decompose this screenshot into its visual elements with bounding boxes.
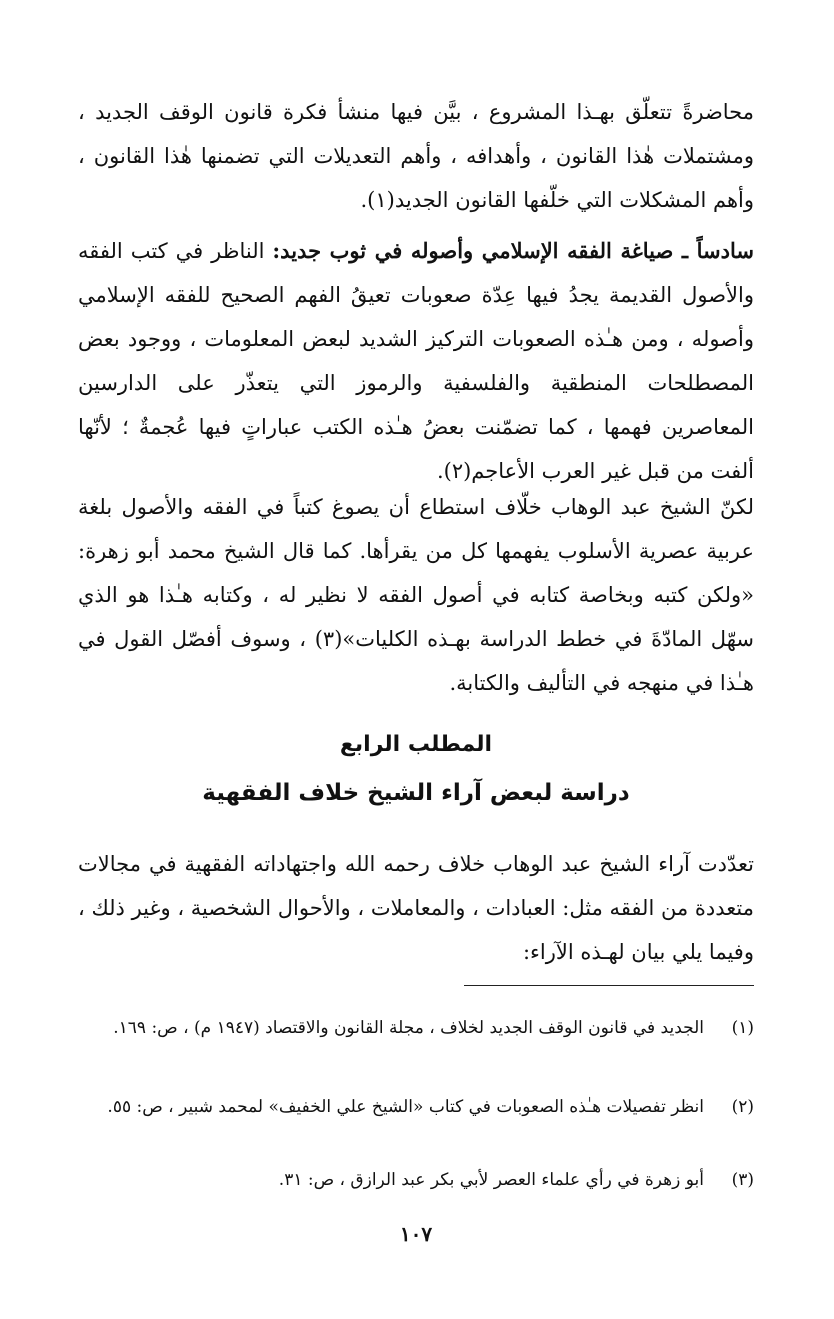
footnote-text: انظر تفصيلات هـٰذه الصعوبات في كتاب «الشيخ علي الخفيف» لمحمد شبير ، ص: ٥٥. (107, 1097, 704, 1117)
paragraph-lead-heading: سادساً ـ صياغة الفقه الإسلامي وأصوله في ثوب جديد: (272, 238, 754, 263)
paragraph-text: محاضرةً تتعلّق بهـذا المشروع ، بيَّن فيها منشأ فكرة قانون الوقف الجديد ، ومشتملات هٰذا القانون ، وأهدافه ، وأهم التعديلات التي تضمنها هٰذا القانون ، وأهم المشكلات التي خلّفها القانون الجديد(١). (78, 100, 754, 212)
footnote-number: (٢) (731, 1097, 754, 1117)
footnote-number: (٣) (731, 1170, 754, 1190)
paragraph-sixth-point (78, 229, 754, 493)
footnote-text: أبو زهرة في رأي علماء العصر لأبي بكر عبد الرازق ، ص: ٣١. (278, 1170, 704, 1190)
section-title: المطلب الرابع (339, 732, 493, 757)
book-page (78, 0, 754, 1319)
footnote-1 (78, 1012, 754, 1044)
footnote-number: (١) (731, 1018, 754, 1038)
paragraph-khallaf-writing (78, 485, 754, 705)
paragraph-text: تعدّدت آراء الشيخ عبد الوهاب خلاف رحمه الله واجتهاداته الفقهية في مجالات متعددة من الفقه مثل: العبادات ، والمعاملات ، والأحوال الشخصية ، وغير ذلك ، وفيما يلي بيان لهـذه الآراء: (78, 852, 754, 964)
section-subtitle: دراسة لبعض آراء الشيخ خلاف الفقهية (202, 780, 630, 806)
paragraph-waqf-law-lecture (78, 90, 754, 222)
footnote-divider (464, 985, 754, 986)
footnote-3 (78, 1164, 754, 1196)
paragraph-fiqh-opinions (78, 842, 754, 974)
footnote-text: الجديد في قانون الوقف الجديد لخلاف ، مجلة القانون والاقتصاد (١٩٤٧ م) ، ص: ١٦٩. (113, 1018, 704, 1038)
footnote-2 (78, 1091, 754, 1123)
page-number: ١٠٧ (399, 1222, 433, 1246)
paragraph-text: الناظر في كتب الفقه والأصول القديمة يجدُ فيها عِدّة صعوبات تعيقُ الفهم الصحيح للفقه الإسلامي وأصوله ، ومن هـٰذه الصعوبات التركيز الشديد لبعض المعلومات ، ووجود بعض المصطلحات المنطقية والفلسفية والرموز التي يتعذّر على الدارسين المعاصرين فهمها ، كما تضمّنت بعضُ هـٰذه الكتب عباراتٍ فيها عُجمةٌ ؛ لأنّها ألفت من قبل غير العرب الأعاجم(٢). (78, 239, 754, 483)
paragraph-text: لكنّ الشيخ عبد الوهاب خلّاف استطاع أن يصوغ كتباً في الفقه والأصول بلغة عربية عصرية الأسلوب يفهمها كل من يقرأها. كما قال الشيخ محمد أبو زهرة: «ولكن كتبه وبخاصة كتابه في أصول الفقه لا نظير له ، وكتابه هـٰذا هو الذي سهّل المادّةَ في خطط الدراسة بهـذه الكليات»(٣) ، وسوف أفصّل القول في هـٰذا في منهجه في التأليف والكتابة. (78, 495, 754, 695)
